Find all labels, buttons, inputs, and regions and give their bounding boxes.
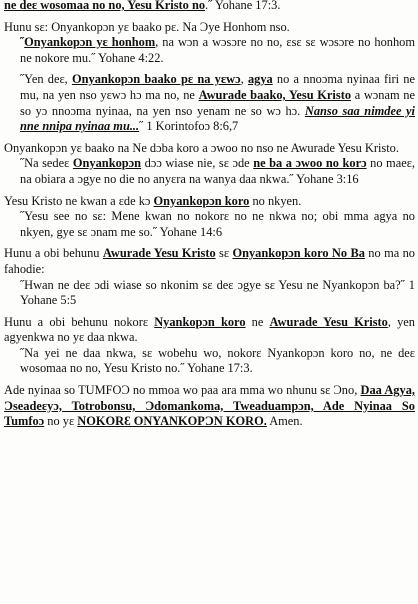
quote-yohane-14-6: ˝Yesu see no sɛ: Mene kwan no nokorɛ no ne nkwa no; obi mma agya no nkyen, gye sɛ ɔnam me so.˝ Yohane 14:6	[20, 209, 415, 239]
section-2-intro: Onyankopɔn yɛ baako na Ne dɔba koro a ɔwoo no nso ne Awurade Yesu Kristo.	[4, 140, 399, 155]
section-3-intro: Yesu Kristo ne kwan a ɛde kɔ Onyankopɔn koro no nkyen.	[4, 193, 302, 208]
quote-emphasis: Onyankopɔn yɛ honhom	[24, 35, 156, 50]
section-1-intro: Hunu sɛ: Onyankopɔn yɛ baako pɛ. Na Ɔye Honhom nso.	[4, 19, 290, 34]
section-5-intro: Hunu a obi behunu nokorɛ Nyankopɔn koro ne Awurade Yesu Kristo, yen agyenkwa no yɛ daa nkwa.	[4, 314, 415, 345]
top-reference: .˝ Yohane 17:3.	[205, 0, 281, 12]
top-line	[4, 0, 415, 14]
quote-1-yohane-5-5: ˝Hwan ne deɛ ɔdi wiase so nkonim sɛ deɛ ɔgye sɛ Yesu ne Nyankopɔn ba?˝ 1 Yohane 5:5	[20, 277, 415, 308]
closing-paragraph: Ade nyinaa so TUMFOƆ no mmoa wo paa ara mma wo nhunu sɛ Ɔno, Daa Agya, Ɔseadeɛyɔ, Totrobonsu, Ɔdomankoma, Tweaduampɔn, Ade Nyinaa So Tumfoɔ no yɛ NOKORƐ ONYANKOPƆN KORO. Amen.	[4, 383, 415, 429]
top-bold-text: ne deɛ wosomaa no no, Yesu Kristo no	[4, 0, 206, 12]
quote-1-korintofo: ˝Yen deɛ, Onyankopɔn baako pɛ na yɛwɔ, agya no a nnoɔma nyinaa firi ne mu, na yen nso yɛwɔ hɔ ma no, ne Awurade baako, Yesu Kristo a wɔnam ne so yɔ nnoɔma nyinaa, na yen nso yenam ne so wɔ hɔ. Nanso saa nimdee yi nne nnipa nyinaa mu...˝ 1 Korintofoɔ 8:6,7	[20, 72, 416, 134]
section-4-intro: Hunu a obi behunu Awurade Yesu Kristo sɛ Onyankopɔn koro No Ba no ma no fahodie:	[4, 246, 415, 276]
quote-yohane-3-16: ˝Na sedeɛ Onyankopɔn dɔɔ wiase nie, sɛ ɔde ne ba a ɔwoo no korɔ no maeɛ, na obiara a ɔgye no die no anyɛra na wanya daa nkwa.˝ Yohane 3:16	[20, 156, 415, 186]
quote-yohane-17-3: ˝Na yei ne daa nkwa, sɛ wobehu wo, nokorɛ Nyankopɔn koro no, ne deɛ wosomaa no no, Yesu Kristo no.˝ Yohane 17:3.	[20, 345, 415, 376]
quote-yohane-4-22: ˝Onyankopɔn yɛ honhom, na wɔn a wɔsɔre no no, ɛsɛ sɛ wɔsɔre no honhom ne nokore mu.˝ Yohane 4:22.	[20, 35, 415, 65]
